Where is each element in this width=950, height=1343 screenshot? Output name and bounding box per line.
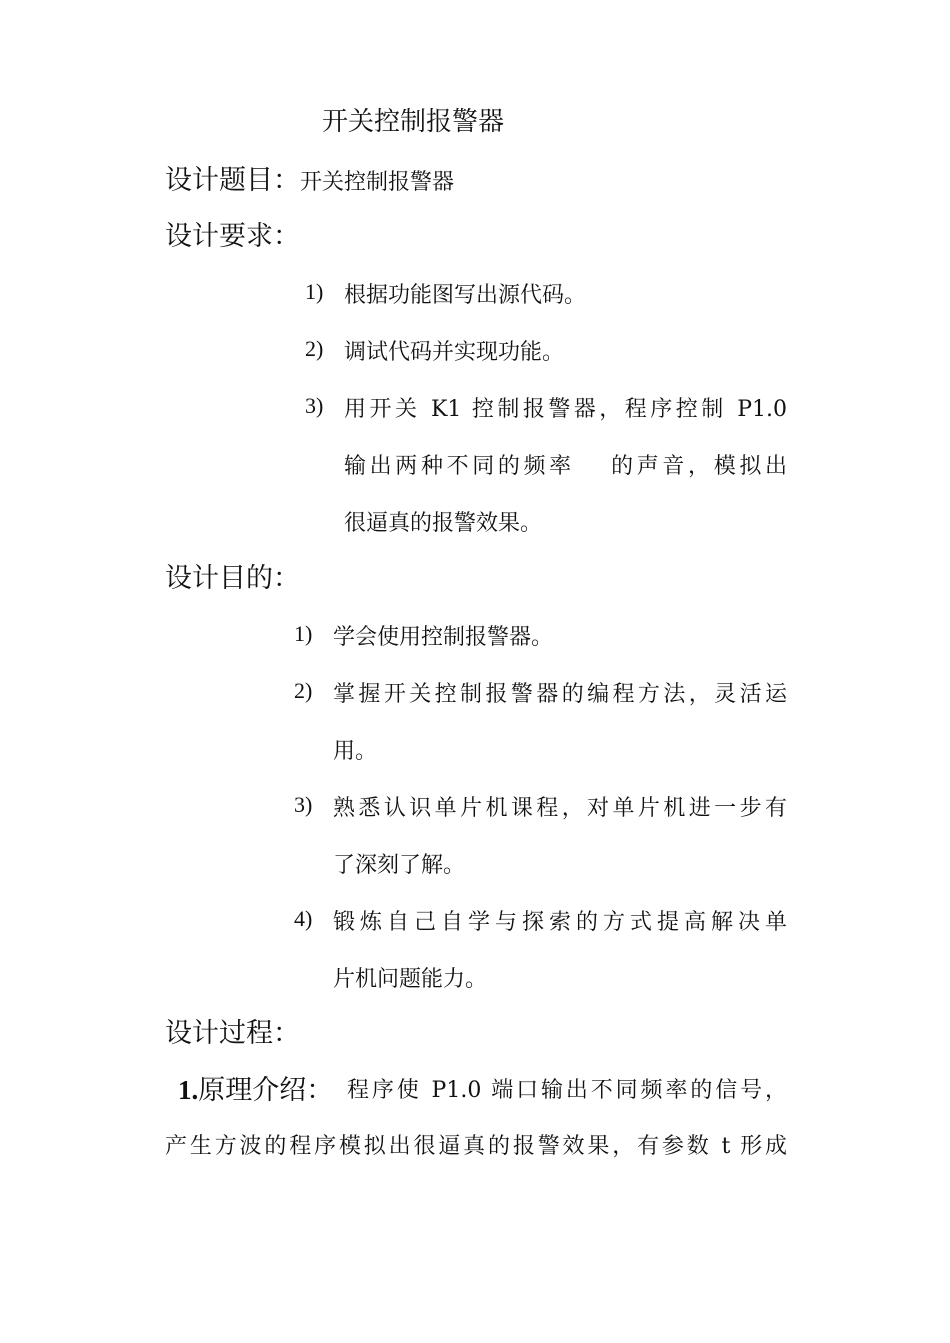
- section-title: 原理介绍：: [198, 1075, 334, 1106]
- section-number: 1.: [178, 1075, 199, 1105]
- requirement-text: 很逼真的报警效果。: [344, 511, 543, 536]
- requirement-text: 根据功能图写出源代码。: [344, 283, 587, 308]
- purpose-heading: 设计目的：: [165, 563, 300, 594]
- principle-section-heading: [178, 1068, 333, 1107]
- requirement-number: 1): [305, 279, 324, 304]
- requirement-number: 2): [305, 336, 324, 361]
- topic-label: 设计题目：: [165, 165, 300, 196]
- purpose-text: 了深刻了解。: [333, 853, 466, 878]
- requirement-text: 输出两种不同的频率 的声音，模拟出: [344, 454, 787, 479]
- requirement-text: 用开关 K1 控制报警器，程序控制 P1.0: [344, 397, 787, 422]
- purpose-text: 片机问题能力。: [333, 967, 488, 992]
- purpose-number: 2): [294, 678, 313, 703]
- purpose-text: 熟悉认识单片机课程，对单片机进一步有: [333, 796, 787, 821]
- purpose-number: 4): [294, 906, 313, 931]
- process-heading: 设计过程：: [165, 1018, 300, 1049]
- requirement-text: 调试代码并实现功能。: [344, 340, 565, 365]
- principle-text: 产生方波的程序模拟出很逼真的报警效果，有参数 t 形成: [165, 1134, 787, 1159]
- purpose-number: 3): [294, 792, 313, 817]
- purpose-number: 1): [294, 621, 313, 646]
- requirement-number: 3): [305, 393, 324, 418]
- purpose-text: 用。: [333, 739, 378, 764]
- requirements-heading: 设计要求：: [165, 221, 300, 252]
- principle-text: 程序使 P1.0 端口输出不同频率的信号，: [347, 1078, 787, 1103]
- topic-value: 开关控制报警器: [300, 170, 455, 195]
- topic-line: [165, 158, 454, 197]
- purpose-text: 学会使用控制报警器。: [333, 625, 554, 650]
- document-title: 开关控制报警器: [322, 107, 505, 137]
- purpose-text: 锻炼自己自学与探索的方式提高解决单: [333, 910, 787, 935]
- purpose-text: 掌握开关控制报警器的编程方法，灵活运: [333, 682, 787, 707]
